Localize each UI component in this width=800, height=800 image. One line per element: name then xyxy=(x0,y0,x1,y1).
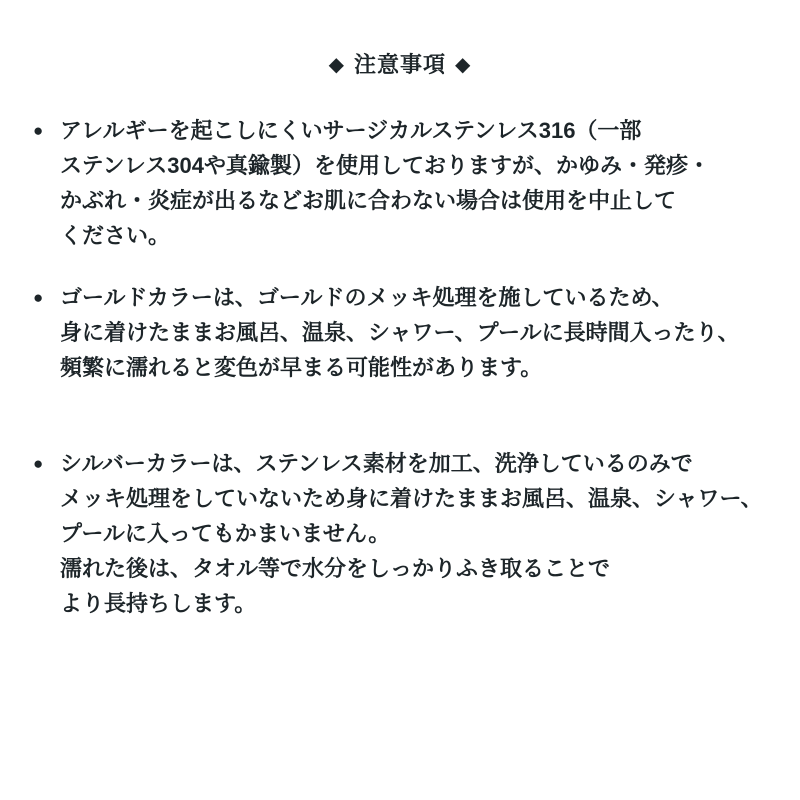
notice-line: 身に着けたままお風呂、温泉、シャワー、プールに長時間入ったり、 xyxy=(60,320,740,345)
notice-line: ゴールドカラーは、ゴールドのメッキ処理を施しているため、 xyxy=(60,285,674,310)
bullet-icon: ● xyxy=(33,454,44,473)
bullet-icon: ● xyxy=(33,121,44,140)
page-title-text: 注意事項 xyxy=(353,52,446,77)
notice-line: シルバーカラーは、ステンレス素材を加工、洗浄しているのみで xyxy=(60,451,693,476)
notice-line: アレルギーを起こしにくいサージカルステンレス316（一部 xyxy=(60,118,642,143)
notice-line: 頻繁に濡れると変色が早まる可能性があります。 xyxy=(60,355,543,380)
notice-line: かぶれ・炎症が出るなどお肌に合わない場合は使用を中止して xyxy=(60,188,677,213)
diamond-icon: ◆ xyxy=(328,54,345,76)
diamond-icon: ◆ xyxy=(455,54,472,76)
page-title xyxy=(0,0,800,78)
notice-item-material-allergy xyxy=(33,113,784,253)
notice-text xyxy=(60,280,740,385)
notice-line: 濡れた後は、タオル等で水分をしっかりふき取ることで xyxy=(60,556,611,581)
notice-item-gold-color xyxy=(33,280,784,385)
notice-line: ステンレス304や真鍮製）を使用しておりますが、かゆみ・発疹・ xyxy=(60,153,710,178)
notice-line: より長持ちします。 xyxy=(60,591,257,616)
notice-item-silver-color xyxy=(33,446,784,621)
notice-line: ください。 xyxy=(60,223,171,248)
notice-list xyxy=(0,113,800,621)
bullet-icon: ● xyxy=(33,288,44,307)
notice-text xyxy=(60,446,763,621)
notice-line: プールに入ってもかまいません。 xyxy=(60,521,391,546)
notice-line: メッキ処理をしていないため身に着けたままお風呂、温泉、シャワー、 xyxy=(60,486,763,511)
notice-text xyxy=(60,113,710,253)
